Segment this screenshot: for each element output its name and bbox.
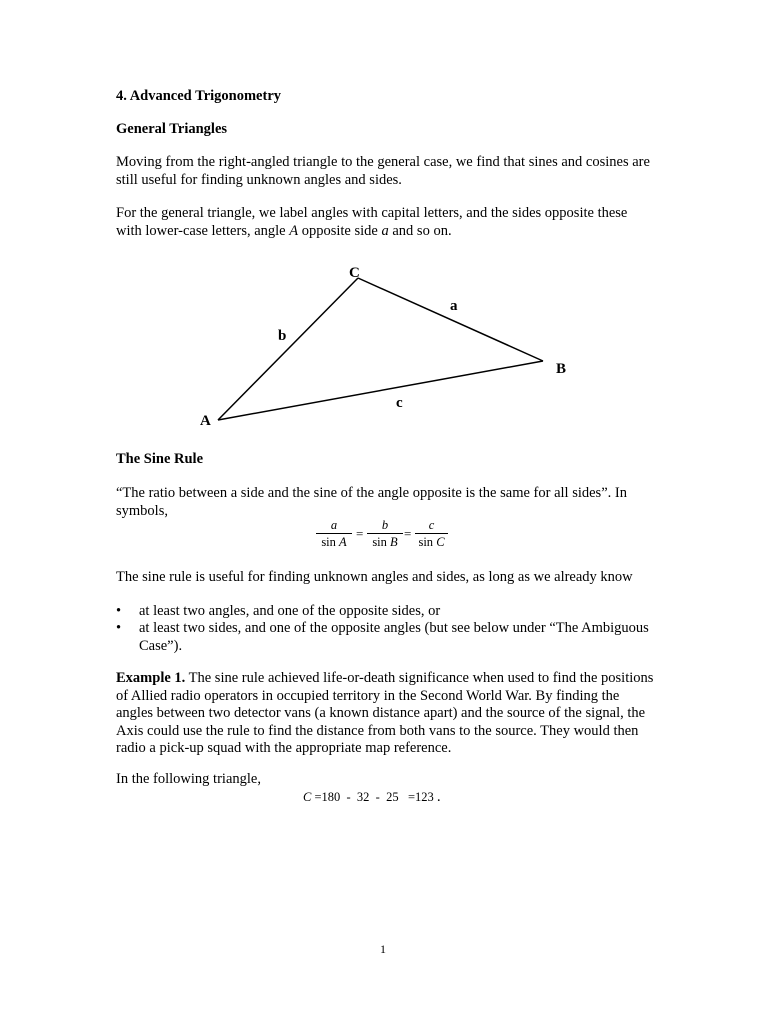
paragraph-intro: Moving from the right-angled triangle to the general case, we find that sines and cosines are still useful for finding unknown angles and sides. (116, 154, 650, 188)
fraction-c-over-sinC (415, 518, 448, 549)
para2-text-a: For the general triangle, we label angles with capital letters, and the sides opposite these with lower-case letters, angle (116, 205, 628, 239)
triangle-diagram (190, 258, 590, 433)
denominator-sinA: sin A (321, 535, 347, 549)
fraction-bar (415, 533, 448, 534)
side-label-c: c (396, 395, 403, 411)
page-number: 1 (380, 942, 386, 956)
bullet-symbol: • (116, 620, 122, 636)
sine-rule-quote: “The ratio between a side and the sine of the angle opposite is the same for all sides”. In symbols, (116, 485, 627, 519)
side-label-b: b (278, 328, 287, 344)
angle-equation (303, 789, 441, 806)
numerator-c: c (428, 518, 435, 532)
denominator-sinC: sin C (418, 535, 445, 549)
example-text: The sine rule achieved life-or-death significance when used to find the positions of Allied radio operators in occupied territory in the Second World War. By finding the angles between two detector vans (a known distance apart) and the source of the signal, the Axis could use the rule to find the distance from both vans to the source. They would then radio a pick-up squad with the appropriate map reference. (116, 670, 654, 756)
example-label: Example 1. (116, 670, 186, 686)
equals-sign-1: = (356, 526, 364, 541)
paragraph-following-triangle: In the following triangle, (116, 771, 261, 787)
para2-text-b: opposite side (298, 222, 382, 239)
list-item (116, 620, 656, 656)
bullet-text: at least two angles, and one of the opposite sides, or (139, 603, 441, 619)
para2-text-c: and so on. (388, 222, 452, 239)
paragraph-example-1 (116, 670, 656, 758)
numerator-b: b (381, 518, 389, 532)
fraction-a-over-sinA (316, 518, 352, 549)
side-a-line (358, 278, 543, 361)
angle-equation-expr: =180 - 32 - 25 =123 (311, 790, 437, 804)
fraction-bar (316, 533, 352, 534)
fraction-b-over-sinB (367, 518, 403, 549)
fraction-bar (367, 533, 403, 534)
angle-equation-var: C (303, 790, 312, 804)
side-label-a: a (450, 298, 458, 314)
vertex-label-C: C (349, 265, 360, 281)
para2-side-a: a (381, 222, 389, 239)
numerator-a: a (330, 518, 338, 532)
para2-angle-A: A (289, 222, 299, 239)
bullet-symbol: • (116, 603, 122, 619)
denominator-sinB: sin B (372, 535, 398, 549)
chapter-heading: 4. Advanced Trigonometry (116, 88, 282, 104)
list-item (116, 603, 656, 621)
paragraph-labelling (116, 205, 656, 240)
sine-rule-formula (316, 518, 456, 554)
vertex-label-A: A (200, 413, 211, 429)
angle-equation-period: . (436, 789, 441, 805)
paragraph-sine-rule-useful: The sine rule is useful for finding unknown angles and sides, as long as we already know (116, 569, 633, 585)
section-heading-general-triangles: General Triangles (116, 121, 228, 137)
bullet-text: at least two sides, and one of the opposite angles (but see below under “The Ambiguous Case”). (139, 620, 649, 654)
equals-sign-2: = (404, 526, 412, 541)
vertex-label-B: B (556, 361, 567, 377)
section-heading-sine-rule: The Sine Rule (116, 451, 204, 467)
